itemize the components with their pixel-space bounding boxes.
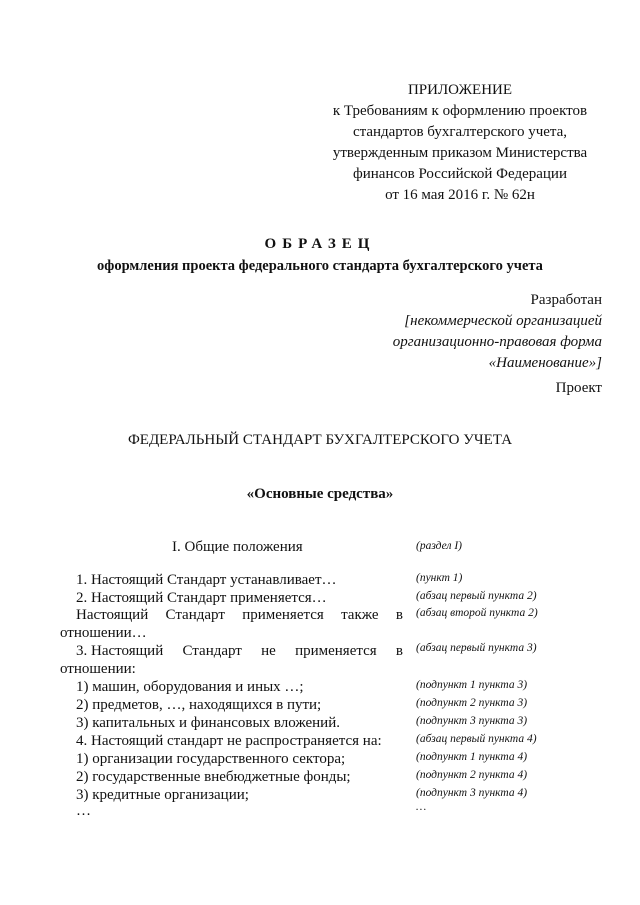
item-2-para-2-line (76, 607, 403, 624)
subitem-3-4-label: (подпункт 3 пункта 4) (416, 787, 528, 799)
item-2-para-2-cont: отношении… (60, 625, 147, 641)
subitem-1-3-label: (подпункт 1 пункта 3) (416, 679, 528, 691)
subitem-3-3-label: (подпункт 3 пункта 3) (416, 715, 528, 727)
subitem-2-4: 2) государственные внебюджетные фонды; (76, 769, 351, 785)
subitem-3-4: 3) кредитные организации; (76, 787, 249, 803)
item-3-label: (абзац первый пункта 3) (416, 642, 537, 654)
item-1-label: (пункт 1) (416, 572, 463, 584)
section-heading: I. Общие положения (172, 539, 303, 555)
annex-line-4: финансов Российской Федерации (353, 166, 567, 182)
item-3-line (76, 643, 403, 660)
developed-line-1: [некоммерческой организацией (404, 313, 602, 329)
developed-line-2: организационно-правовая форма (392, 334, 602, 350)
item-4-label: (абзац первый пункта 4) (416, 733, 537, 745)
subitem-1-3: 1) машин, оборудования и иных …; (76, 679, 304, 695)
item-4-text: 4. Настоящий стандарт не распространяется на: (76, 733, 382, 749)
item-3-cont: отношении: (60, 661, 136, 677)
word: в (395, 643, 403, 659)
developed-by-block (393, 290, 602, 374)
word: в (395, 607, 403, 623)
annex-header (300, 80, 620, 206)
subitem-1-4: 1) организации государственного сектора; (76, 751, 346, 767)
word: также (341, 607, 379, 623)
standard-name: «Основные средства» (246, 486, 394, 502)
standard-title: ФЕДЕРАЛЬНЫЙ СТАНДАРТ БУХГАЛТЕРСКОГО УЧЕТА (127, 432, 513, 448)
project-label: Проект (555, 380, 602, 396)
item-2-para-2-label: (абзац второй пункта 2) (416, 607, 538, 619)
ellipsis-label: … (416, 801, 427, 813)
item-2-label: (абзац первый пункта 2) (416, 590, 537, 602)
annex-line-1: к Требованиям к оформлению проектов (332, 103, 588, 119)
word: 3. Настоящий (76, 643, 164, 659)
word: Стандарт (182, 643, 242, 659)
annex-line-3: утвержденным приказом Министерства (332, 145, 588, 161)
word: применяется (242, 607, 324, 623)
developed-label: Разработан (530, 292, 602, 308)
annex-line-2: стандартов бухгалтерского учета, (352, 124, 568, 140)
subitem-3-3: 3) капитальных и финансовых вложений. (76, 715, 340, 731)
ellipsis-text: … (76, 803, 91, 819)
subitem-2-3-label: (подпункт 2 пункта 3) (416, 697, 528, 709)
word: не (261, 643, 276, 659)
annex-title: ПРИЛОЖЕНИЕ (407, 82, 513, 98)
sample-subtitle: оформления проекта федерального стандарта бухгалтерского учета (97, 258, 543, 274)
subitem-1-4-label: (подпункт 1 пункта 4) (416, 751, 528, 763)
word: применяется (295, 643, 377, 659)
section-label: (раздел I) (416, 540, 462, 552)
annex-line-5: от 16 мая 2016 г. № 62н (385, 187, 535, 203)
word: Настоящий (76, 607, 149, 623)
subitem-2-4-label: (подпункт 2 пункта 4) (416, 769, 528, 781)
item-2-text: 2. Настоящий Стандарт применяется… (76, 590, 327, 606)
word: Стандарт (165, 607, 225, 623)
item-1-text: 1. Настоящий Стандарт устанавливает… (76, 572, 337, 588)
sample-title: ОБРАЗЕЦ (264, 236, 376, 252)
subitem-2-3: 2) предметов, …, находящихся в пути; (76, 697, 322, 713)
developed-line-3: «Наименование»] (488, 355, 602, 371)
